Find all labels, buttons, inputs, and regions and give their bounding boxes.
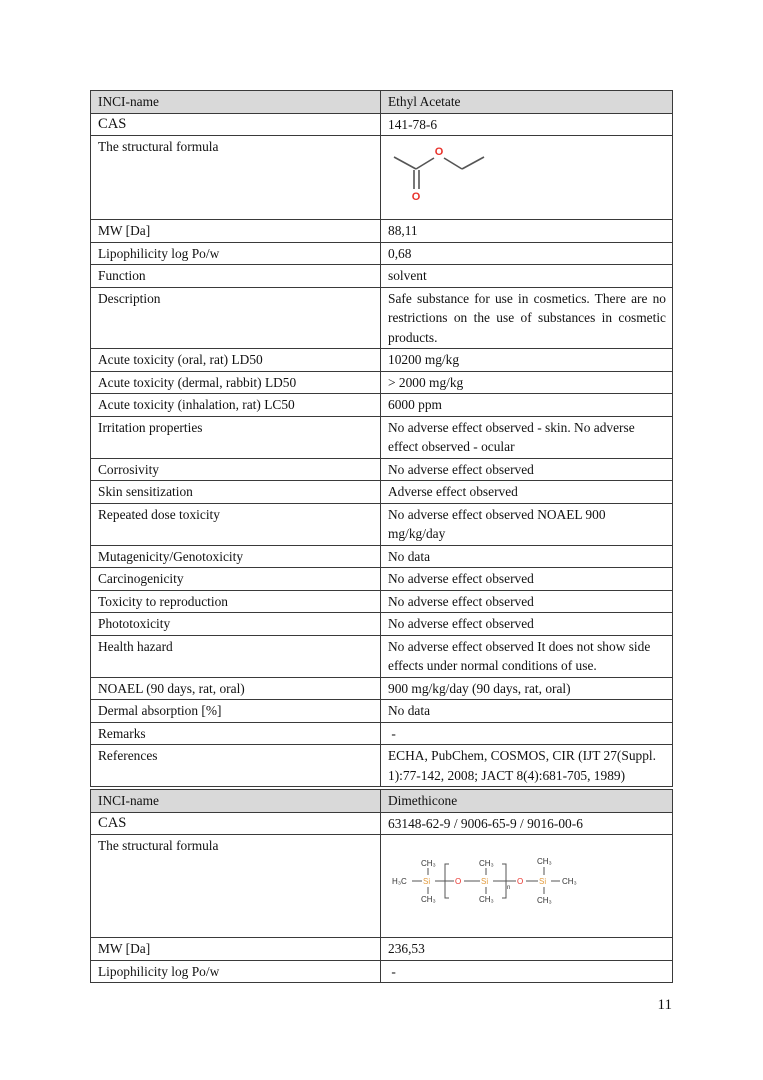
row-label: Dermal absorption [%]: [91, 700, 381, 723]
row-value: Safe substance for use in cosmetics. There are no restrictions on the use of substances in cosmetic products.: [381, 287, 673, 349]
table-row: [91, 458, 673, 481]
table-row: [91, 613, 673, 636]
methyl-group-label: H₃C: [392, 877, 407, 886]
table-row: [91, 503, 673, 545]
methyl-group-label: CH₃: [537, 896, 552, 905]
table-row-cas: [91, 113, 673, 136]
row-value: No adverse effect observed: [381, 590, 673, 613]
table-row: [91, 371, 673, 394]
inci-name-value: Dimethicone: [381, 790, 673, 813]
ethyl-acetate-table: [90, 90, 673, 787]
row-value: ECHA, PubChem, COSMOS, CIR (IJT 27(Suppl. 1):77-142, 2008; JACT 8(4):681-705, 1989): [381, 745, 673, 787]
oxygen-atom-label: O: [517, 877, 524, 886]
inci-name-label: INCI-name: [91, 91, 381, 114]
table-row-inci-name: [91, 790, 673, 813]
methyl-group-label: CH₃: [479, 895, 494, 904]
row-value: -: [381, 960, 673, 983]
oxygen-atom-label: O: [411, 191, 421, 203]
row-value: Adverse effect observed: [381, 481, 673, 504]
table-row-structural-formula: [91, 835, 673, 938]
table-row: [91, 349, 673, 372]
row-label: Corrosivity: [91, 458, 381, 481]
oxygen-atom-label: O: [434, 146, 444, 158]
row-value: No data: [381, 700, 673, 723]
row-value: solvent: [381, 265, 673, 288]
oxygen-atom-label: O: [455, 877, 462, 886]
table-row: [91, 568, 673, 591]
structural-formula-cell: [381, 136, 673, 220]
row-label: MW [Da]: [91, 220, 381, 243]
bond: [444, 158, 462, 169]
row-label: Acute toxicity (oral, rat) LD50: [91, 349, 381, 372]
row-value: No adverse effect observed It does not show side effects under normal conditions of use.: [381, 635, 673, 677]
table-row: [91, 938, 673, 961]
table-row: [91, 700, 673, 723]
cas-value: 63148-62-9 / 9006-65-9 / 9016-00-6: [381, 812, 673, 835]
silicon-atom-label: Si: [423, 877, 431, 886]
row-label: MW [Da]: [91, 938, 381, 961]
row-value: 900 mg/kg/day (90 days, rat, oral): [381, 677, 673, 700]
cas-label: CAS: [91, 113, 381, 136]
row-value: 6000 ppm: [381, 394, 673, 417]
row-label: Carcinogenicity: [91, 568, 381, 591]
row-value: > 2000 mg/kg: [381, 371, 673, 394]
bond: [462, 157, 484, 169]
ethyl-acetate-structure: [388, 137, 498, 209]
methyl-group-label: CH₃: [479, 859, 494, 868]
dimethicone-table: [90, 789, 673, 983]
row-label: Repeated dose toxicity: [91, 503, 381, 545]
row-label: NOAEL (90 days, rat, oral): [91, 677, 381, 700]
inci-name-value: Ethyl Acetate: [381, 91, 673, 114]
row-value: 0,68: [381, 242, 673, 265]
bond: [416, 158, 434, 169]
row-label: Toxicity to reproduction: [91, 590, 381, 613]
page-number: 11: [657, 997, 672, 1013]
row-value: No adverse effect observed: [381, 458, 673, 481]
row-value: No data: [381, 545, 673, 568]
row-label: Lipophilicity log Po/w: [91, 960, 381, 983]
structural-formula-label: The structural formula: [91, 835, 381, 938]
row-label: References: [91, 745, 381, 787]
table-row-inci-name: [91, 91, 673, 114]
row-value: No adverse effect observed: [381, 568, 673, 591]
methyl-group-label: CH₃: [537, 857, 552, 866]
row-label: Acute toxicity (dermal, rabbit) LD50: [91, 371, 381, 394]
row-value: 236,53: [381, 938, 673, 961]
row-label: Health hazard: [91, 635, 381, 677]
structural-formula-label: The structural formula: [91, 136, 381, 220]
methyl-group-label: CH₃: [421, 895, 436, 904]
row-label: Skin sensitization: [91, 481, 381, 504]
methyl-group-label: CH₃: [421, 859, 436, 868]
table-row: [91, 265, 673, 288]
table-row-cas: [91, 812, 673, 835]
silicon-atom-label: Si: [481, 877, 489, 886]
table-row: [91, 242, 673, 265]
table-row: [91, 416, 673, 458]
row-label: Lipophilicity log Po/w: [91, 242, 381, 265]
table-row: [91, 722, 673, 745]
row-label: Irritation properties: [91, 416, 381, 458]
table-row: [91, 677, 673, 700]
row-label: Remarks: [91, 722, 381, 745]
table-row: [91, 481, 673, 504]
row-value: 10200 mg/kg: [381, 349, 673, 372]
row-value: No adverse effect observed NOAEL 900 mg/kg/day: [381, 503, 673, 545]
methyl-group-label: CH₃: [562, 877, 577, 886]
table-row: [91, 590, 673, 613]
row-value: No adverse effect observed - skin. No adverse effect observed - ocular: [381, 416, 673, 458]
dimethicone-structure: [388, 838, 588, 914]
table-row: [91, 745, 673, 787]
row-value: 88,11: [381, 220, 673, 243]
row-label: Acute toxicity (inhalation, rat) LC50: [91, 394, 381, 417]
repeat-index-label: n: [507, 885, 511, 891]
inci-name-label: INCI-name: [91, 790, 381, 813]
row-value: No adverse effect observed: [381, 613, 673, 636]
table-row: [91, 635, 673, 677]
cas-label: CAS: [91, 812, 381, 835]
row-label: Description: [91, 287, 381, 349]
row-label: Function: [91, 265, 381, 288]
bond: [394, 157, 416, 169]
row-label: Mutagenicity/Genotoxicity: [91, 545, 381, 568]
table-row: [91, 287, 673, 349]
structural-formula-cell: [381, 835, 673, 938]
table-row: [91, 545, 673, 568]
table-row: [91, 394, 673, 417]
silicon-atom-label: Si: [539, 877, 547, 886]
cas-value: 141-78-6: [381, 113, 673, 136]
row-value: -: [381, 722, 673, 745]
table-row-structural-formula: [91, 136, 673, 220]
table-row: [91, 960, 673, 983]
row-label: Phototoxicity: [91, 613, 381, 636]
table-row: [91, 220, 673, 243]
